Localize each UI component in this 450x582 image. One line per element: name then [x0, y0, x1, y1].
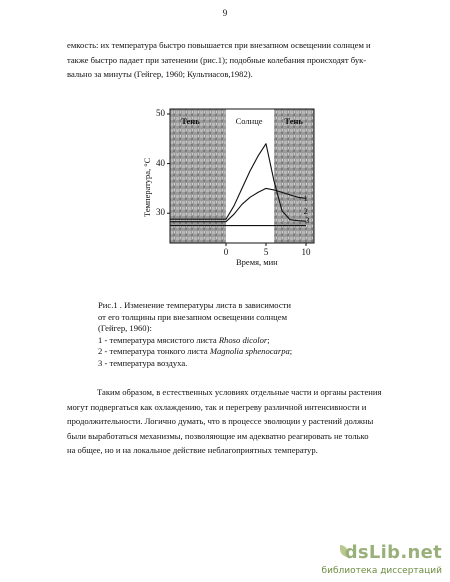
zone-label-shade: Тень	[284, 115, 303, 126]
y-tick-label: 30	[156, 207, 165, 218]
caption-title: (Гейгер, 1960):	[98, 323, 152, 333]
caption-legend-item: 1 - температура мясистого листа Rhoso dicolor;	[98, 334, 270, 345]
caption-title: от его толщины при внезапном освещении солнцем	[98, 311, 288, 322]
conclusion-line: были выработаться механизмы, позволяющие им адекватно реагировать не только	[67, 430, 369, 441]
intro-line: емкость: их температура быстро повышается при внезапном освещении солнцем и	[67, 40, 371, 50]
x-tick-label: 0	[223, 247, 229, 257]
figure-caption	[98, 300, 328, 369]
conclusion-paragraph	[67, 385, 387, 458]
y-tick-label: 50	[156, 107, 165, 118]
site-watermark	[322, 542, 442, 576]
watermark-subtitle: библиотека диссертаций	[321, 566, 442, 576]
intro-paragraph	[67, 38, 387, 82]
watermark-logo: dsLib.net	[344, 542, 442, 563]
y-axis-title: Температура, °С	[142, 157, 152, 217]
sun-zone	[226, 109, 274, 243]
chart-plot-svg	[140, 105, 318, 257]
conclusion-line: могут подвергаться как охлаждению, так и перегреву различной интенсивности и	[67, 401, 367, 412]
conclusion-line: на общее, но и на локальное действие неблагоприятных температур.	[67, 445, 318, 455]
zone-label-sun: Солнце	[235, 115, 263, 126]
species-name: Magnolia sphenocarpa	[209, 346, 290, 356]
y-tick-label: 40	[156, 157, 165, 168]
species-name: Rhoso dicolor	[218, 334, 268, 345]
x-tick-label: 10	[301, 247, 311, 257]
temperature-chart	[140, 105, 318, 267]
x-tick-label: 5	[263, 247, 269, 257]
intro-line: также быстро падает при затенении (рис.1); подобные колебания происходят бук-	[67, 54, 367, 65]
series-label: 2	[303, 205, 308, 216]
series-label: 3	[305, 215, 310, 226]
conclusion-line: продолжительности. Логично думать, что в процессе эволюции у растений должны	[67, 416, 374, 426]
page-number: 9	[222, 8, 228, 18]
intro-line: вально за минуты (Гейгер, 1960; Культиасов,1982).	[67, 69, 253, 79]
caption-title: Рис.1 . Изменение температуры листа в зависимости	[98, 300, 291, 310]
zone-label-shade: Тень	[181, 115, 200, 126]
caption-legend-item: 3 - температура воздуха.	[98, 357, 188, 368]
conclusion-line: Таким образом, в естественных условиях отдельные части и органы растения	[97, 387, 382, 397]
caption-legend-item: 2 - температура тонкого листа Magnolia sphenocarpa;	[98, 346, 293, 356]
shade-zone	[170, 109, 226, 243]
x-axis-title: Время, мин	[236, 257, 278, 267]
series-label: 1	[303, 193, 308, 204]
